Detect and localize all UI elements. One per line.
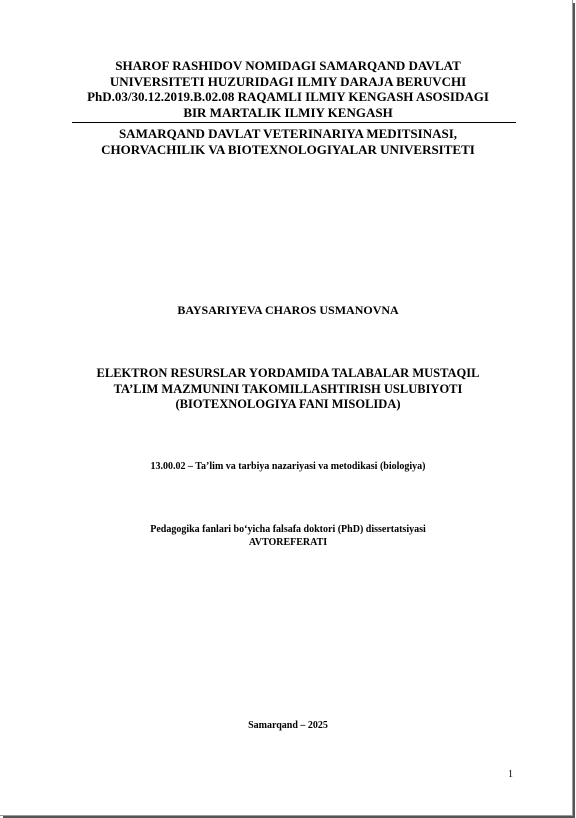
dissertation-title [0, 366, 576, 413]
council-line-4: BIR MARTALIK ILMIY KENGASH [183, 104, 393, 120]
page-number: 1 [508, 769, 513, 780]
header-divider [72, 122, 516, 123]
title-line-2: TA’LIM MAZMUNINI TAKOMILLASHTIRISH USLUBIYOTI [113, 381, 463, 396]
council-line-1: SHAROF RASHIDOV NOMIDAGI SAMARQAND DAVLAT [115, 58, 461, 73]
university-line-1: SAMARQAND DAVLAT VETERINARIYA MEDITSINASI, [118, 126, 458, 141]
title-line-1: ELEKTRON RESURSLAR YORDAMIDA TALABALAR MUSTAQIL [96, 366, 480, 380]
council-line-2: UNIVERSITETI HUZURIDAGI ILMIY DARAJA BERUVCHI [109, 73, 467, 89]
scientific-council-heading [0, 58, 576, 120]
place-and-year: Samarqand – 2025 [248, 720, 328, 731]
title-line-3: (BIOTEXNOLOGIYA FANI MISOLIDA) [175, 397, 401, 411]
degree-description [0, 523, 576, 549]
degree-line-1: Pedagogika fanlari bo‘yicha falsafa doktori (PhD) dissertatsiyasi [150, 524, 426, 535]
council-line-3: PhD.03/30.12.2019.B.02.08 RAQAMLI ILMIY KENGASH ASOSIDAGI [87, 89, 489, 104]
university-line-2: CHORVACHILIK VA BIOTEXNOLOGIYALAR UNIVERSITETI [101, 141, 475, 157]
author-name: BAYSARIYEVA CHAROS USMANOVNA [177, 303, 399, 317]
degree-line-2: AVTOREFERATI [248, 537, 328, 548]
university-heading [0, 126, 576, 157]
specialty-code: 13.00.02 – Ta’lim va tarbiya nazariyasi va metodikasi (biologiya) [150, 461, 426, 472]
